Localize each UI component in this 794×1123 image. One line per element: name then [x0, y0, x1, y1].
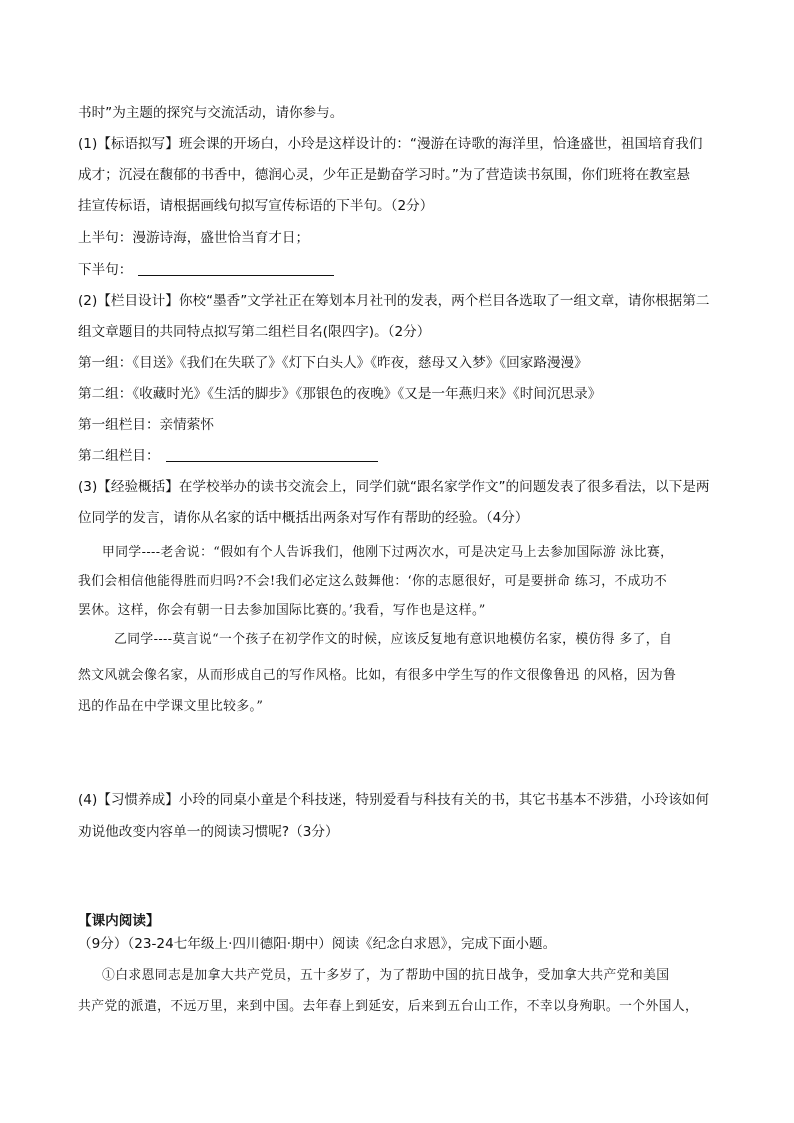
- group-2-articles: 第二组：《收藏时光》《生活的脚步》《那银色的夜晚》《又是一年燕归来》《时间沉思录》: [78, 386, 602, 402]
- upper-slogan: 上半句：漫游诗海，盛世恰当育才日；: [78, 230, 310, 246]
- question-3-line: (3)【经验概括】在学校举办的读书交流会上，同学们就“跟名家学作文”的问题发表了很多看法，以下是两: [78, 479, 710, 495]
- group-2-column-row: [78, 446, 378, 466]
- passage-line: ①白求恩同志是加拿大共产党员，五十多岁了，为了帮助中国的抗日战争，受加拿大共产党和美国: [102, 968, 670, 983]
- section-intro: （9分）（23-24七年级上·四川德阳·期中）阅读《纪念白求恩》，完成下面小题。: [78, 936, 557, 952]
- answer-blank[interactable]: [166, 447, 378, 462]
- question-1-line: (1)【标语拟写】班会课的开场白，小玲是这样设计的：“漫游在诗歌的海洋里，恰逢盛世，祖国培育我们: [78, 136, 703, 152]
- student-b-quote: 然文风就会像名家，从而形成自己的写作风格。比如，有很多中学生写的作文很像鲁迅 的风格，因为鲁: [78, 668, 677, 683]
- student-a-quote: 罢休。这样，你会有朝一日去参加国际比赛的。’我看，写作也是这样。”: [78, 603, 486, 618]
- question-3-line: 位同学的发言，请你从名家的话中概括出两条对写作有帮助的经验。（4分）: [78, 510, 529, 526]
- question-1-line: 成才；沉浸在馥郁的书香中，德润心灵，少年正是勤奋学习时。”为了营造读书氛围，你们班将在教室悬: [78, 167, 690, 183]
- question-4-line: 劝说他改变内容单一的阅读习惯呢?（3分）: [78, 824, 339, 840]
- question-1-line: 挂宣传标语，请根据画线句拟写宣传标语的下半句。（2分）: [78, 198, 434, 214]
- question-2-line: 组文章题目的共同特点拟写第二组栏目名(限四字)。（2分）: [78, 324, 431, 340]
- text-line: 书时”为主题的探究与交流活动，请你参与。: [78, 105, 344, 121]
- group-1-articles: 第一组：《目送》《我们在失联了》《灯下白头人》《昨夜，慈母又入梦》《回家路漫漫》: [78, 355, 588, 371]
- group-2-column-label: 第二组栏目：: [78, 448, 160, 464]
- question-4-line: (4)【习惯养成】小玲的同桌小童是个科技迷，特别爱看与科技有关的书，其它书基本不涉猎，小玲该如何: [78, 792, 709, 808]
- section-title: 【课内阅读】: [78, 913, 160, 929]
- lower-slogan-label: 下半句：: [78, 262, 133, 278]
- passage-line: 共产党的派遣，不远万里，来到中国。去年春上到延安，后来到五台山工作，不幸以身殉职。一个外国人，: [78, 999, 699, 1014]
- lower-slogan-row: [78, 260, 334, 280]
- student-b-quote: 迅的作品在中学课文里比较多。”: [78, 699, 264, 714]
- question-2-line: (2)【栏目设计】你校“墨香”文学社正在筹划本月社刊的发表，两个栏目各选取了一组文章，请你根据第二: [78, 293, 710, 309]
- group-1-column: 第一组栏目：亲情萦怀: [78, 417, 214, 433]
- student-b-quote: 乙同学----莫言说“一个孩子在初学作文的时候，应该反复地有意识地模仿名家，模仿得 多了，自: [114, 632, 673, 647]
- answer-blank[interactable]: [138, 261, 334, 276]
- student-a-quote: 我们会相信他能得胜而归吗?不会!我们必定这么鼓舞他：‘你的志愿很好，可是要拼命 练习，不成功不: [78, 574, 668, 589]
- student-a-quote: 甲同学----老舍说：“假如有个人告诉我们，他刚下过两次水，可是决定马上去参加国际游 泳比赛，: [102, 545, 674, 560]
